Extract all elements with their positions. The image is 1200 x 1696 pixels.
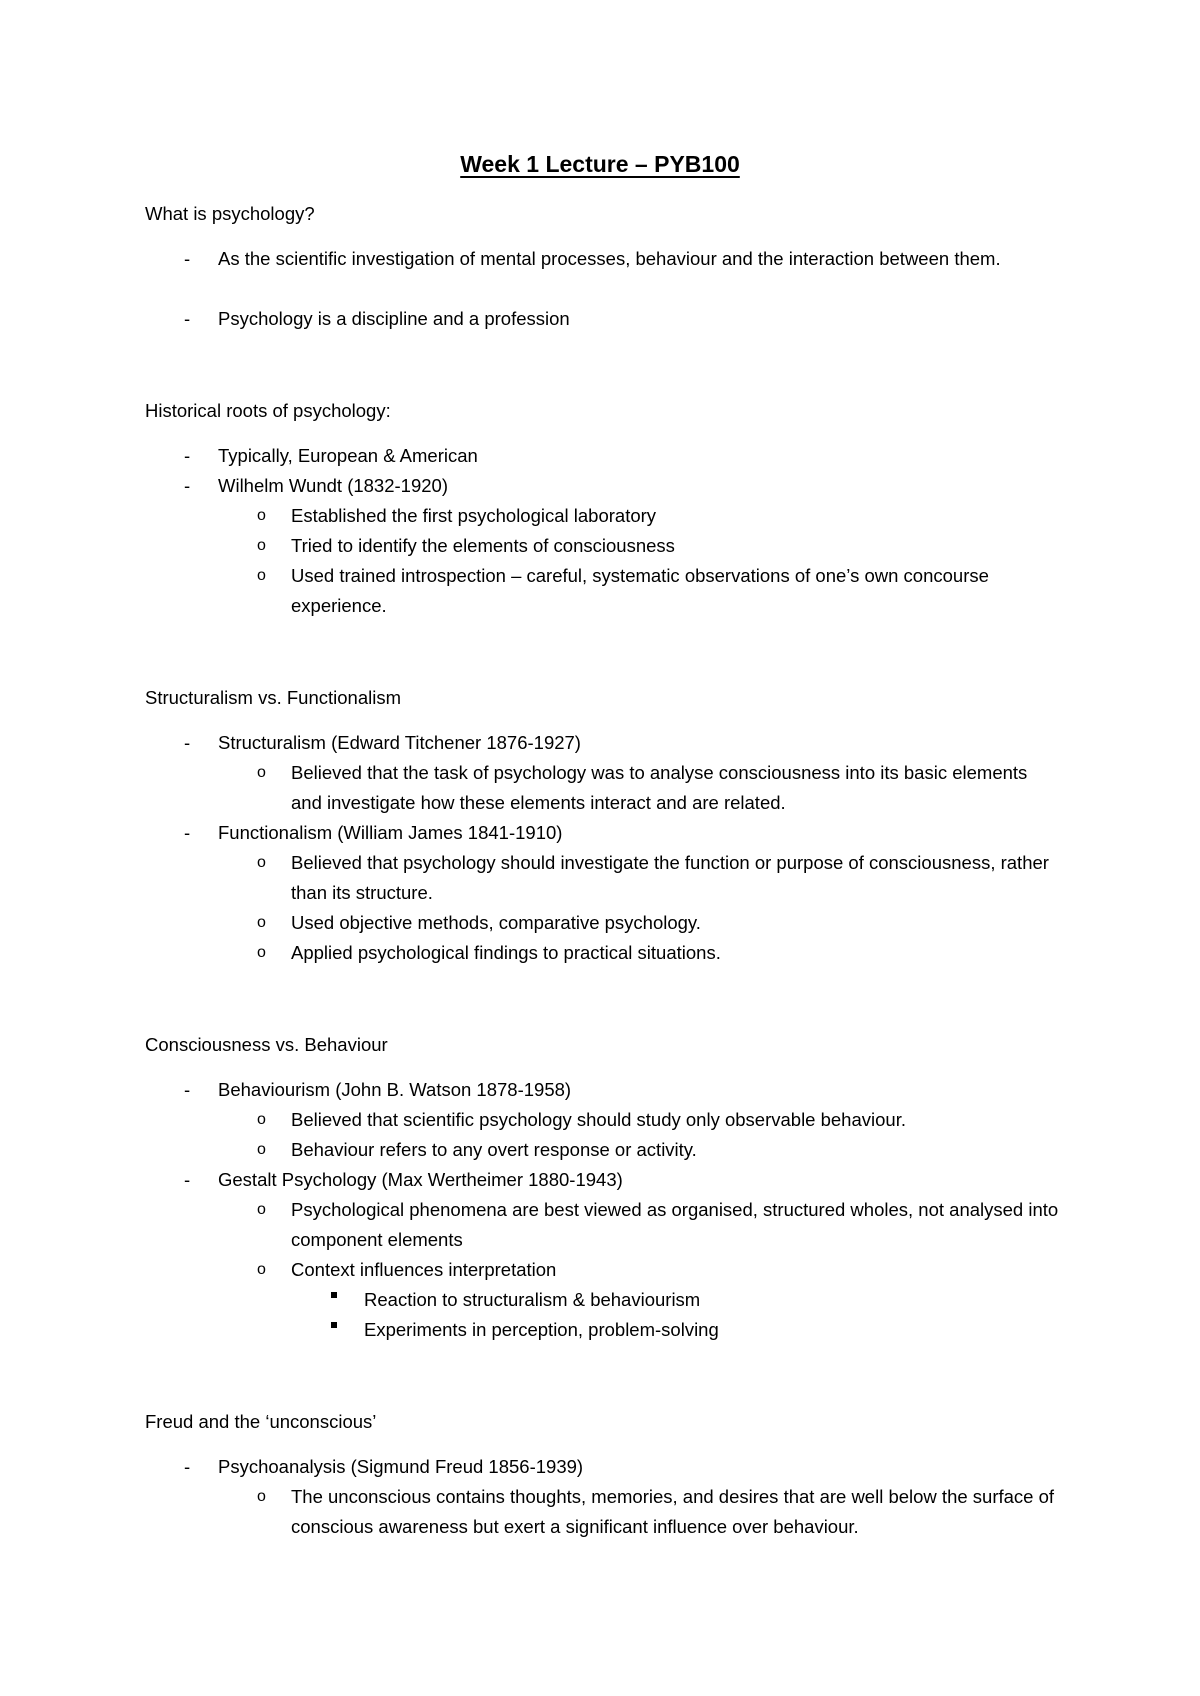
- dash-bullet: -: [184, 248, 191, 269]
- dash-bullet: -: [184, 475, 191, 496]
- circle-bullet: o: [257, 1141, 266, 1158]
- circle-bullet: o: [257, 1201, 266, 1218]
- sub-list-item: o Psychological phenomena are best viewed as organised, structured wholes, not analysed into component elements: [291, 1195, 1061, 1255]
- document-title: Week 1 Lecture – PYB100: [460, 151, 740, 177]
- circle-bullet: o: [257, 1111, 266, 1128]
- dash-bullet: -: [184, 445, 191, 466]
- list-item: - Wilhelm Wundt (1832-1920): [218, 471, 1058, 501]
- section-heading-freud-unconscious: Freud and the ‘unconscious’: [145, 1411, 377, 1432]
- sub-sub-list-item: Reaction to structuralism & behaviourism: [364, 1285, 1064, 1315]
- section-heading-structuralism-vs-functionalism: Structuralism vs. Functionalism: [145, 687, 401, 708]
- list-item: - Psychoanalysis (Sigmund Freud 1856-1939): [218, 1452, 1058, 1482]
- dash-bullet: -: [184, 308, 191, 329]
- square-bullet-icon: [331, 1322, 337, 1328]
- sub-sub-list-item: Experiments in perception, problem-solving: [364, 1315, 1064, 1345]
- circle-bullet: o: [257, 1261, 266, 1278]
- section-heading-consciousness-vs-behaviour: Consciousness vs. Behaviour: [145, 1034, 388, 1055]
- list-item: - Structuralism (Edward Titchener 1876-1927): [218, 728, 1058, 758]
- circle-bullet: o: [257, 507, 266, 524]
- circle-bullet: o: [257, 1488, 266, 1505]
- section-heading-what-is-psychology: What is psychology?: [145, 203, 315, 224]
- sub-list-item: o Believed that scientific psychology should study only observable behaviour.: [291, 1105, 1061, 1135]
- sub-list-item: o Used trained introspection – careful, systematic observations of one’s own concourse experience.: [291, 561, 1061, 621]
- circle-bullet: o: [257, 914, 266, 931]
- sub-list-item: o Applied psychological findings to practical situations.: [291, 938, 1061, 968]
- sub-list-item: o The unconscious contains thoughts, memories, and desires that are well below the surface of conscious awareness but exert a significant influence over behaviour.: [291, 1482, 1061, 1542]
- circle-bullet: o: [257, 537, 266, 554]
- list-item: - Functionalism (William James 1841-1910): [218, 818, 1058, 848]
- circle-bullet: o: [257, 567, 266, 584]
- dash-bullet: -: [184, 1456, 191, 1477]
- dash-bullet: -: [184, 1079, 191, 1100]
- sub-list-item: o Behaviour refers to any overt response or activity.: [291, 1135, 1061, 1165]
- dash-bullet: -: [184, 822, 191, 843]
- list-item: - As the scientific investigation of mental processes, behaviour and the interaction between them.: [218, 244, 1058, 274]
- section-heading-historical-roots: Historical roots of psychology:: [145, 400, 391, 421]
- sub-list-item: o Believed that the task of psychology was to analyse consciousness into its basic elements and investigate how these elements interact and are related.: [291, 758, 1061, 818]
- sub-list-item: o Context influences interpretation: [291, 1255, 1061, 1285]
- circle-bullet: o: [257, 854, 266, 871]
- list-item: - Behaviourism (John B. Watson 1878-1958): [218, 1075, 1058, 1105]
- list-item: - Psychology is a discipline and a profession: [218, 304, 1058, 334]
- sub-list-item: o Believed that psychology should investigate the function or purpose of consciousness, rather than its structure.: [291, 848, 1061, 908]
- dash-bullet: -: [184, 1169, 191, 1190]
- list-item: - Gestalt Psychology (Max Wertheimer 1880-1943): [218, 1165, 1058, 1195]
- circle-bullet: o: [257, 764, 266, 781]
- list-item: - Typically, European & American: [218, 441, 1058, 471]
- square-bullet-icon: [331, 1292, 337, 1298]
- sub-list-item: o Used objective methods, comparative psychology.: [291, 908, 1061, 938]
- circle-bullet: o: [257, 944, 266, 961]
- sub-list-item: o Established the first psychological laboratory: [291, 501, 1061, 531]
- sub-list-item: o Tried to identify the elements of consciousness: [291, 531, 1061, 561]
- dash-bullet: -: [184, 732, 191, 753]
